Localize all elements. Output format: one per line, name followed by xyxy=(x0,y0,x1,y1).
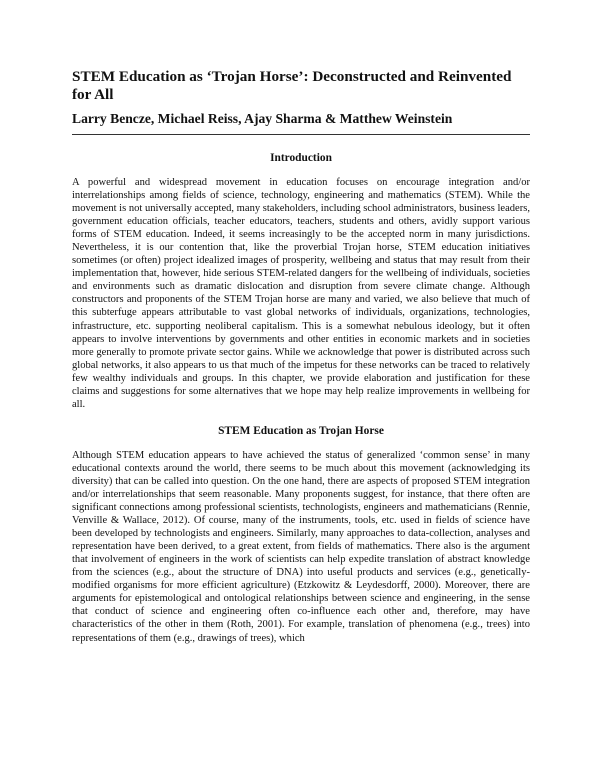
title-divider xyxy=(72,134,530,135)
document-page xyxy=(72,68,530,645)
section-heading-introduction: Introduction xyxy=(270,152,332,164)
paper-title: STEM Education as ‘Trojan Horse’: Deconstructed and Reinvented for All xyxy=(72,68,512,103)
author-list: Larry Bencze, Michael Reiss, Ajay Sharma & Matthew Weinstein xyxy=(72,111,453,126)
trojan-horse-paragraph: Although STEM education appears to have achieved the status of generalized ‘common sense’ in many educational contexts around the world, there seems to be much about this movement (acknowledging its diversity) that can be called into question. On the one hand, there are aspects of proposed STEM integration and/or interrelationships that seem reasonable. Many proponents suggest, for instance, that there often are significant connections among professional scientists, technologists, engineers and mathematicians (Rennie, Venville & Wallace, 2012). Of course, many of the instruments, tools, etc. used in fields of science have been developed by technologists and engineers. Similarly, many approaches to data-collection, analyses and representation have been derived, to a great extent, from fields of mathematics. There also is the argument that involvement of engineers in the work of scientists can help expedite translation of abstract knowledge from the sciences (e.g., about the structure of DNA) into useful products and services (e.g., genetically-modified organisms for more efficient agriculture) (Etzkowitz & Leydesdorff, 2000). Moreover, there are arguments for epistemological and ontological relationships between science and engineering, in the sense that conduct of science and engineering often co-influence each other and, therefore, may have characteristics of the other in them (Roth, 2001). For example, translation of phenomena (e.g., trees) into representations of them (e.g., drawings of trees), which xyxy=(72,449,530,644)
introduction-paragraph: A powerful and widespread movement in education focuses on encourage integration and/or interrelationships among fields of science, technology, engineering and mathematics (STEM). While the movement is not universally accepted, many stakeholders, including school administrators, business leaders, government education officials, teacher educators, teachers, students and others, avidly support various forms of STEM education. Indeed, it seems increasingly to be the accepted norm in many jurisdictions. Nevertheless, it is our contention that, like the proverbial Trojan horse, STEM education initiatives sometimes (or often) project idealized images of prosperity, wellbeing and status that may result from their implementation that, however, hide serious STEM-related dangers for the wellbeing of individuals, societies and environments such as dramatic dislocation and disruption from severe climate change. Although constructors and proponents of the STEM Trojan horse are many and varied, we also believe that much of this subterfuge appears attributable to vast global networks of individuals, organizations, technologies, infrastructure, etc. supporting neoliberal capitalism. This is a somewhat nebulous ideology, but it often appears to involve interventions by governments and other entities in economic markets and in societies more generally to promote private sector gains. While we acknowledge that power is distributed across such global networks, it also appears to us that much of the impetus for these networks can be traced to relatively few wealthy individuals and groups. In this chapter, we provide elaboration and justification for these claims and suggestions for some alternatives that we hope may help realize improvements in wellbeing for all. xyxy=(72,177,530,410)
section-heading-trojan-horse: STEM Education as Trojan Horse xyxy=(218,424,384,437)
